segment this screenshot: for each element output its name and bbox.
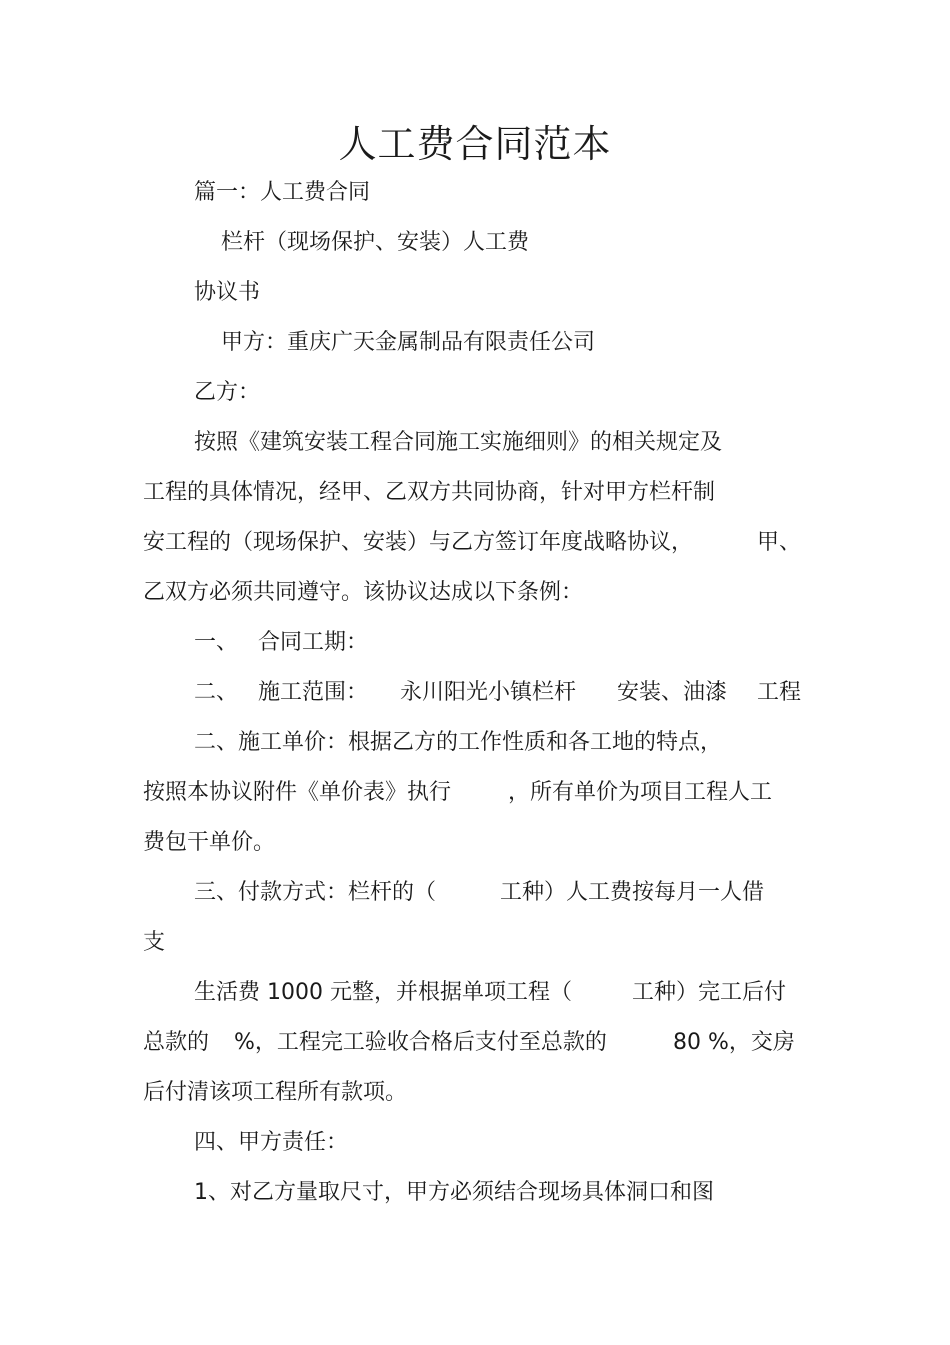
paragraph-line: 二、施工单价：根据乙方的工作性质和各工地的特点，: [194, 730, 723, 755]
paragraph-fragment: 工种）完工后付: [632, 980, 787, 1005]
clause-text: 永川阳光小镇栏杆: [400, 680, 577, 705]
section-heading: 四、甲方责任：: [194, 1130, 349, 1155]
clause-number: 一、: [194, 630, 239, 655]
document-title: 人工费合同范本: [338, 122, 612, 166]
paragraph-line: 工程的具体情况，经甲、乙双方共同协商，针对甲方栏杆制: [143, 480, 716, 505]
paragraph-fragment: ，所有单价为项目工程人工: [508, 780, 773, 805]
clause-text: 工程: [757, 680, 802, 705]
paragraph-line: 乙双方必须共同遵守。该协议达成以下条例：: [143, 580, 584, 605]
paragraph-line: 按照《建筑安装工程合同施工实施细则》的相关规定及: [194, 430, 723, 455]
party-a: 甲方：重庆广天金属制品有限责任公司: [221, 330, 596, 355]
clause-text: 施工范围：: [258, 680, 369, 705]
paragraph-line: 支: [143, 930, 166, 955]
paragraph-line: 安工程的（现场保护、安装）与乙方签订年度战略协议，: [143, 530, 694, 555]
clause-text: 合同工期：: [258, 630, 369, 655]
clause-text: 安装、油漆: [617, 680, 728, 705]
paragraph-line: 三、付款方式：栏杆的（: [194, 880, 437, 905]
paragraph-line: 费包干单价。: [143, 830, 276, 855]
paragraph-fragment: %，工程完工验收合格后支付至总款的: [234, 1030, 607, 1055]
paragraph-fragment: 80 %，交房: [673, 1030, 795, 1055]
paragraph-fragment: 工种）人工费按每月一人借: [500, 880, 765, 905]
party-b: 乙方：: [194, 380, 261, 405]
section-heading: 篇一：人工费合同: [194, 180, 371, 205]
paragraph-line: 后付清该项工程所有款项。: [143, 1080, 408, 1105]
paragraph-line: 按照本协议附件《单价表》执行: [143, 780, 452, 805]
paragraph-line: 总款的: [143, 1030, 210, 1055]
paragraph-line: 生活费 1000 元整，并根据单项工程（: [194, 980, 572, 1005]
agreement-subtitle-2: 协议书: [194, 280, 261, 305]
clause-number: 二、: [194, 680, 239, 705]
paragraph-fragment: 甲、: [757, 530, 802, 555]
agreement-subtitle: 栏杆（现场保护、安装）人工费: [221, 230, 530, 255]
paragraph-line: 1、对乙方量取尺寸，甲方必须结合现场具体洞口和图: [194, 1180, 714, 1205]
